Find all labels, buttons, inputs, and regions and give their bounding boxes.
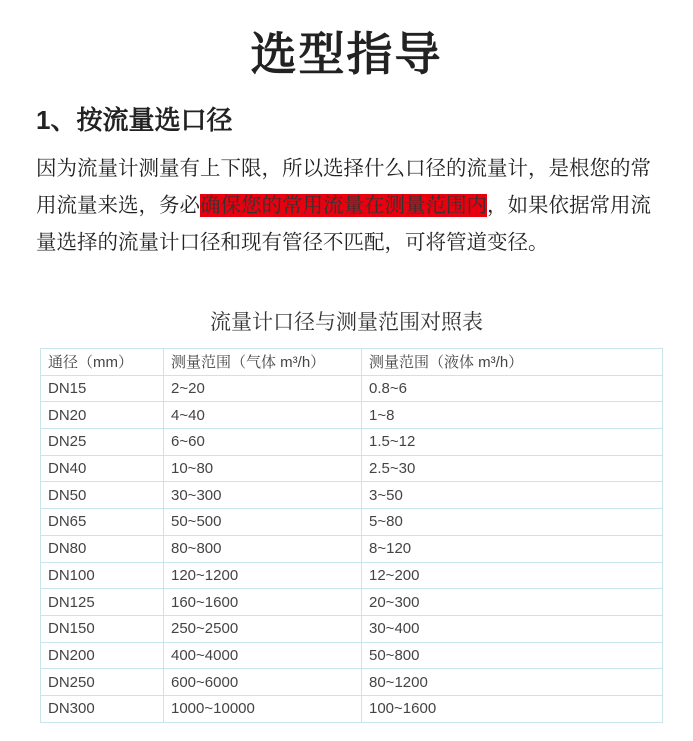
table-cell: 测量范围（气体 m³/h） [164, 349, 362, 376]
paragraph-text: 因为流量计测量有上下限，所以选择什么口径的流量计，是根您的常用流量来选，务必 [36, 157, 651, 217]
table-cell: DN40 [41, 455, 164, 482]
paragraph-text: ，如果依据常用流量选择的流量计口径和现有管径不匹配，可将管道变径。 [36, 194, 651, 254]
table-cell: 1.5~12 [362, 429, 663, 456]
table-cell: DN20 [41, 402, 164, 429]
table-cell: 4~40 [164, 402, 362, 429]
table-cell: 30~400 [362, 615, 663, 642]
highlighted-text: 确保您的常用流量在测量范围内 [200, 194, 487, 217]
table-cell: DN300 [41, 695, 164, 722]
table-cell: 80~800 [164, 535, 362, 562]
table-cell: DN200 [41, 642, 164, 669]
table-row [41, 455, 663, 482]
table-row [41, 695, 663, 722]
table-cell: 80~1200 [362, 669, 663, 696]
table-cell: 5~80 [362, 509, 663, 536]
table-cell: 1000~10000 [164, 695, 362, 722]
table-cell: 30~300 [164, 482, 362, 509]
table-cell: 400~4000 [164, 642, 362, 669]
table-cell: 3~50 [362, 482, 663, 509]
table-cell: 120~1200 [164, 562, 362, 589]
table-cell: DN125 [41, 589, 164, 616]
table-cell: 通径（mm） [41, 349, 164, 376]
table-row [41, 615, 663, 642]
table-row [41, 669, 663, 696]
table-cell: DN250 [41, 669, 164, 696]
table-cell: 测量范围（液体 m³/h） [362, 349, 663, 376]
table-cell: 12~200 [362, 562, 663, 589]
table-cell: DN65 [41, 509, 164, 536]
table-cell: 8~120 [362, 535, 663, 562]
intro-paragraph [36, 150, 666, 261]
table-caption: 流量计口径与测量范围对照表 [210, 311, 483, 334]
table-row [41, 402, 663, 429]
table-row [41, 642, 663, 669]
table-cell: DN15 [41, 375, 164, 402]
table-cell: 100~1600 [362, 695, 663, 722]
table-cell: DN100 [41, 562, 164, 589]
table-cell: 250~2500 [164, 615, 362, 642]
table-row [41, 429, 663, 456]
table-row [41, 562, 663, 589]
table-row [41, 509, 663, 536]
table-cell: 160~1600 [164, 589, 362, 616]
table-cell: 50~800 [362, 642, 663, 669]
table-cell: DN80 [41, 535, 164, 562]
table-row [41, 375, 663, 402]
table-cell: 1~8 [362, 402, 663, 429]
table-row [41, 535, 663, 562]
table-cell: 6~60 [164, 429, 362, 456]
table-cell: 2.5~30 [362, 455, 663, 482]
table-cell: 2~20 [164, 375, 362, 402]
table-cell: 20~300 [362, 589, 663, 616]
table-cell: 600~6000 [164, 669, 362, 696]
section-heading: 1、按流量选口径 [36, 105, 233, 135]
table-cell: 50~500 [164, 509, 362, 536]
table-row [41, 589, 663, 616]
table-cell: DN50 [41, 482, 164, 509]
flow-range-table [40, 348, 663, 723]
table-row [41, 482, 663, 509]
table-cell: 0.8~6 [362, 375, 663, 402]
page-title: 选型指导 [250, 28, 443, 80]
table-cell: DN25 [41, 429, 164, 456]
table-cell: DN150 [41, 615, 164, 642]
table-header-row [41, 349, 663, 376]
table-cell: 10~80 [164, 455, 362, 482]
